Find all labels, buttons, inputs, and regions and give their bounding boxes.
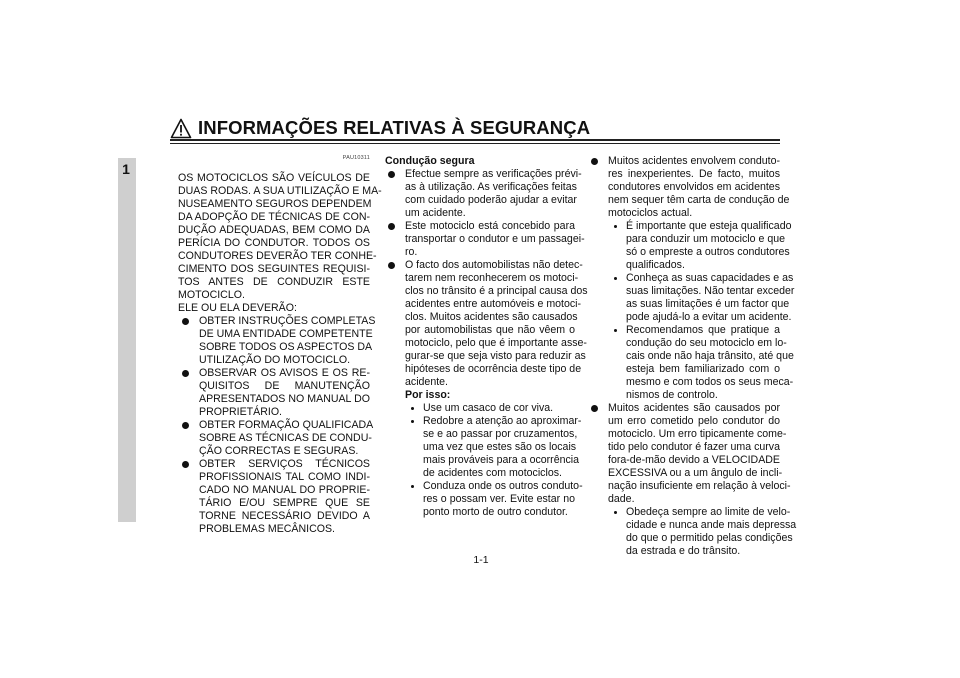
list-item [385, 168, 582, 220]
section-header [170, 118, 780, 140]
text-line: nem sequer têm carta de condução de [608, 194, 790, 206]
lead-line: ELE OU ELA DEVERÃO: [178, 302, 297, 314]
text-line: Recomendamos que pratique a [626, 324, 780, 336]
text-line: O facto dos automobilistas não detec- [405, 259, 583, 271]
text-line: qualificados. [626, 259, 685, 271]
text-line: um acidente. [405, 207, 466, 219]
text-line: cidade e nunca ande mais depressa [626, 519, 797, 531]
text-line: do que o permitido pelas condições [626, 532, 793, 544]
text-line: da estrada e do trânsito. [626, 545, 741, 557]
text-line: DUAS RODAS. A SUA UTILIZAÇÃO E MA- [178, 185, 382, 197]
text-line: nação insuficiente em relação à veloci- [608, 480, 791, 492]
text-line: se e ao passar por cruzamentos, [423, 428, 578, 440]
page-number: 1-1 [473, 554, 489, 566]
text-line: OBTER SERVIÇOS TÉCNICOS [199, 458, 370, 470]
text-line: acidente. [405, 376, 448, 388]
text-line: Este motociclo está concebido para [405, 220, 575, 232]
text-line: condução do seu motociclo em lo- [626, 337, 787, 349]
text-line: hipóteses de ocorrência deste tipo de [405, 363, 582, 375]
text-line: DUÇÃO ADEQUADAS, BEM COMO DA [178, 224, 370, 236]
text-line: pode ajudá-lo a evitar um acidente. [626, 311, 792, 323]
chapter-number: 1 [122, 161, 130, 177]
text-line: dade. [608, 493, 635, 505]
text-line: DE UMA ENTIDADE COMPETENTE [199, 328, 373, 340]
list-item [178, 458, 370, 536]
text-line: TOS ANTES DE CONDUZIR ESTE [178, 276, 370, 288]
text-line: TORNE NECESSÁRIO DEVIDO A [199, 510, 370, 522]
text-line: APRESENTADOS NO MANUAL DO [199, 393, 370, 405]
text-line: OBTER FORMAÇÃO QUALIFICADA [199, 419, 374, 431]
text-line: CONDUTORES DEVERÃO TER CONHE- [178, 250, 377, 262]
text-line: QUISITOS DE MANUTENÇÃO [199, 380, 370, 392]
text-line: só o empreste a outros condutores [626, 246, 790, 258]
text-line: SOBRE TODOS OS ASPECTOS DA [199, 341, 373, 353]
text-line: as à utilização. As verificações feitas [405, 181, 577, 193]
text-line: Muitos acidentes são causados por [608, 402, 780, 414]
text-line: OBTER INSTRUÇÕES COMPLETAS [199, 315, 376, 327]
text-line: cais onde não haja trânsito, até que [626, 350, 794, 362]
text-line: esteja bem familiarizado com o [626, 363, 780, 375]
text-line: de acidentes com motociclos. [423, 467, 562, 479]
chapter-tab [118, 158, 136, 522]
text-line: MOTOCICLO. [178, 289, 245, 301]
sub-list-item [405, 480, 583, 519]
text-line: por automobilistas que não vêem o [405, 324, 575, 336]
text-line: res o possam ver. Evite estar no [423, 493, 575, 505]
text-line: TÁRIO E/OU SEMPRE QUE SE [199, 497, 370, 509]
text-line: com cuidado poderão ajudar a evitar [405, 194, 577, 206]
text-line: DA ADOPÇÃO DE TÉCNICAS DE CON- [178, 211, 370, 223]
text-line: OS MOTOCICLOS SÃO VEÍCULOS DE [178, 172, 370, 184]
text-line: tarem nem reconhecerem os motoci- [405, 272, 579, 284]
text-line: Obedeça sempre ao limite de velo- [626, 506, 791, 518]
list-item [178, 419, 374, 458]
text-line: Conheça as suas capacidades e as [626, 272, 794, 284]
list-item [588, 155, 795, 402]
sub-list-item [405, 415, 582, 480]
text-line: clos. Muitos acidentes são causados [405, 311, 578, 323]
sub-list-item [608, 220, 792, 272]
text-line: Conduza onde os outros conduto- [423, 480, 583, 492]
text-line: transportar o condutor e um passagei- [405, 233, 585, 245]
header-rule-thick [170, 139, 780, 141]
text-line: NUSEAMENTO SEGUROS DEPENDEM [178, 198, 372, 210]
text-line: Efectue sempre as verificações prévi- [405, 168, 582, 180]
list-item [178, 315, 376, 367]
text-line: gurar-se que seja visto para reduzir as [405, 350, 586, 362]
warning-triangle-icon [170, 118, 192, 139]
sub-list-item [405, 402, 575, 415]
list-item [588, 402, 797, 558]
text-line: acidentes entre automóveis e motoci- [405, 298, 582, 310]
text-line: motociclo, pelo que é importante asse- [405, 337, 587, 349]
text-line: fora-de-mão devido a VELOCIDADE [608, 454, 780, 466]
text-line: ÇÃO CORRECTAS E SEGURAS. [199, 445, 359, 457]
section-heading: Condução segura [385, 155, 475, 167]
text-line: SOBRE AS TÉCNICAS DE CONDU- [199, 432, 372, 444]
text-line: UTILIZAÇÃO DO MOTOCICLO. [199, 354, 351, 366]
list-item [385, 220, 585, 259]
text-line: PERÍCIA DO CONDUTOR. TODOS OS [178, 237, 370, 249]
list-item [385, 259, 588, 389]
sub-list-item [608, 272, 795, 324]
text-line: mesmo e com todos os seus meca- [626, 376, 794, 388]
document-code: PAU10311 [342, 155, 370, 161]
text-line: tido pelo condutor é fazer uma curva [608, 441, 780, 453]
sub-list-item [608, 324, 794, 402]
text-line: clos no trânsito é a principal causa dos [405, 285, 588, 297]
text-line: PROBLEMAS MECÂNICOS. [199, 523, 335, 535]
text-line: PROPRIETÁRIO. [199, 406, 282, 418]
column-3 [588, 155, 797, 558]
text-line: EXCESSIVA ou a um ângulo de incli- [608, 467, 783, 479]
list-item [178, 367, 370, 419]
page-title: INFORMAÇÕES RELATIVAS À SEGURANÇA [198, 117, 591, 138]
column-1 [178, 172, 382, 536]
text-line: para conduzir um motociclo e que [626, 233, 785, 245]
intro-paragraph [178, 172, 382, 302]
sub-list-item [608, 506, 797, 558]
text-line: res inexperientes. De facto, muitos [608, 168, 780, 180]
text-line: as suas limitações é um factor que [626, 298, 790, 310]
header-rule-thin [170, 143, 780, 144]
text-line: PROFISSIONAIS TAL COMO INDI- [199, 471, 370, 483]
text-line: ponto morto de outro condutor. [423, 506, 568, 518]
text-line: Use um casaco de cor viva. [423, 402, 554, 414]
text-line: nismos de controlo. [626, 389, 718, 401]
text-line: suas limitações. Não tentar exceder [626, 285, 795, 297]
text-line: É importante que esteja qualificado [626, 220, 792, 232]
text-line: ro. [405, 246, 418, 258]
text-line: uma vez que estes são os locais [423, 441, 577, 453]
text-line: mais prováveis para a ocorrência [423, 454, 580, 466]
column-2 [385, 155, 588, 519]
text-line: Muitos acidentes envolvem conduto- [608, 155, 780, 167]
text-line: OBSERVAR OS AVISOS E OS RE- [199, 367, 370, 379]
text-line: motociclo. Um erro tipicamente come- [608, 428, 787, 440]
text-line: CIMENTO DOS SEGUINTES REQUISI- [178, 263, 370, 275]
por-isso-label: Por isso: [405, 389, 451, 401]
text-line: condutores envolvidos em acidentes [608, 181, 780, 193]
text-line: CADO NO MANUAL DO PROPRIE- [199, 484, 370, 496]
text-line: motociclos actual. [608, 207, 693, 219]
text-line: Redobre a atenção ao aproximar- [423, 415, 582, 427]
text-line: um erro cometido pelo condutor do [608, 415, 780, 427]
